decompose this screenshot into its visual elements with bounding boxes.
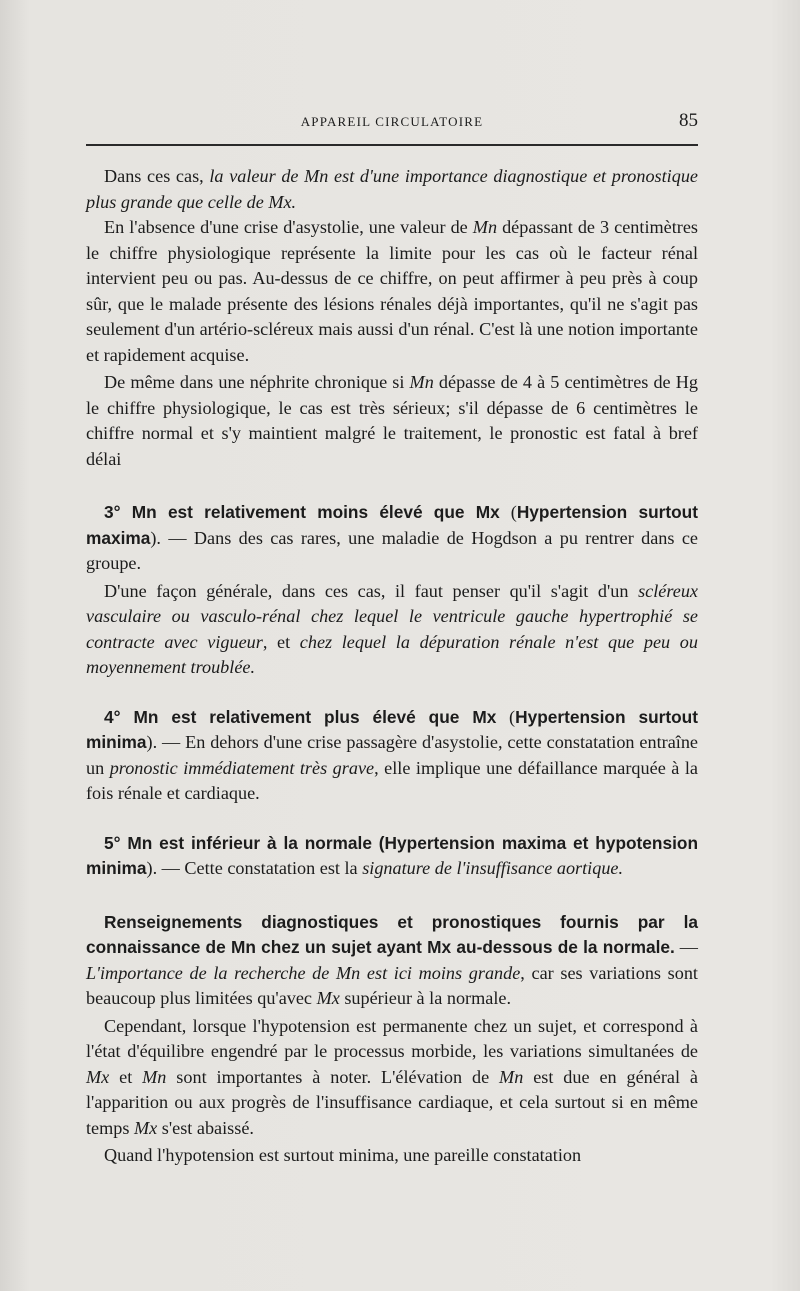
text-run: Cependant, lorsque l'hypotension est permanente chez un sujet, et correspond à l'état d'équilibre engendré par le processus morbide, les variations simultanées de — [86, 1015, 698, 1061]
italic-run: Mx — [86, 1066, 110, 1087]
text-run: ( — [499, 502, 517, 522]
section-heading-5 — [86, 831, 698, 882]
page-header — [86, 110, 698, 134]
header-rule — [86, 144, 698, 146]
bold-run: 3° Mn est relativement moins élevé que Mx — [104, 502, 500, 522]
italic-run: Mn — [499, 1066, 524, 1087]
italic-run: chez lequel la dépuration rénale n'est que peu ou moyennement troublée. — [86, 631, 698, 677]
text-run: , et — [262, 631, 300, 652]
bold-run: 4° Mn est relativement plus élevé que Mx — [104, 706, 497, 727]
section-heading-4 — [86, 705, 698, 807]
paragraph-9 — [86, 1014, 698, 1142]
text-run: dépasse de 4 à 5 centimètres de Hg le chiffre physiologique, le cas est très sérieux; s'il dépasse de 6 centimètres le chiffre normal et s'y maintient malgré le traitement, le pronostic est fatal à bref délai — [86, 372, 698, 469]
italic-run: Mx — [134, 1117, 158, 1138]
text-run: ). — Cette constatation est la — [146, 858, 363, 878]
paragraph-5 — [86, 579, 698, 681]
text-run: ). — En dehors d'une crise passagère d'asystolie, cette constatation entraîne un — [86, 732, 698, 778]
bold-run: Hypertension surtout maxima — [86, 502, 698, 548]
text-run: De même dans une néphrite chronique si — [104, 372, 410, 392]
italic-run: Mn — [142, 1066, 167, 1087]
text-run: D'une façon générale, dans ces cas, il faut penser qu'il s'agit d'un — [104, 580, 639, 601]
bold-run: 5° Mn est inférieur à la normale (Hypertension maxima et hypotension minima — [86, 832, 698, 878]
text-run: sont importantes à noter. L'élévation de — [166, 1066, 500, 1087]
text-run: Dans ces cas, — [104, 166, 210, 186]
text-run: , elle implique une défaillance marquée à la fois rénale et cardiaque. — [86, 757, 698, 803]
italic-run: Mx — [316, 988, 340, 1008]
italic-run: Mn — [472, 217, 498, 237]
page-number: 85 — [679, 110, 698, 131]
italic-run: la valeur de Mn est d'une importance diagnostique et pronostique plus grande que celle de Mx. — [86, 166, 698, 212]
paragraph-1 — [86, 164, 698, 215]
body-text — [86, 164, 698, 1169]
bold-run: Renseignements diagnostiques et pronostiques fournis par la connaissance de Mn chez un sujet ayant Mx au-dessous de la normale. — [86, 911, 698, 957]
section-heading-3 — [86, 500, 698, 577]
paragraph-3 — [86, 370, 698, 472]
text-run: Quand l'hypotension est surtout minima, une pareille constatation — [104, 1145, 582, 1165]
italic-run: pronostic immédiatement très grave — [109, 757, 375, 778]
text-run: supérieur à la normale. — [339, 988, 511, 1008]
italic-run: scléreux vasculaire ou vasculo-rénal chez lequel le ventricule gauche hypertrophié se contracte avec vigueur — [86, 580, 698, 652]
paragraph-10 — [86, 1143, 698, 1169]
text-run: et — [109, 1066, 143, 1087]
section-heading-hypotension — [86, 910, 698, 1012]
text-run: , car ses variations sont beaucoup plus limitées qu'avec — [86, 962, 698, 1008]
italic-run: Mn — [409, 372, 434, 392]
text-run: En l'absence d'une crise d'asystolie, une valeur de — [104, 217, 473, 237]
text-run: s'est abaissé. — [157, 1117, 254, 1138]
paragraph-2 — [86, 215, 698, 368]
italic-run: signature de l'insuffisance aortique. — [362, 858, 624, 878]
bold-run: Hypertension surtout minima — [86, 706, 698, 752]
text-run: est due en général à l'apparition ou aux progrès de l'insuffisance cardiaque, et cela surtout si en même temps — [86, 1066, 698, 1138]
running-title: APPAREIL CIRCULATOIRE — [300, 114, 484, 129]
text-run: dépassant de 3 centimètres le chiffre physiologique représente la limite pour les cas où le facteur rénal intervient peu ou pas. Au-dessus de ce chiffre, on peut affirmer à peu près à coup sûr, que le malade présente des lésions rénales déjà importantes, qu'il ne s'agit pas seulement d'un artério-scléreux mais aussi d'un rénal. C'est là une notion importante et rapidement acquise. — [86, 217, 698, 365]
text-run: ). — Dans des cas rares, une maladie de Hogdson a pu rentrer dans ce groupe. — [86, 527, 698, 573]
text-run: ( — [496, 706, 516, 727]
italic-run: L'importance de la recherche de Mn est ici moins grande — [86, 962, 521, 983]
text-run: — — [674, 937, 698, 957]
